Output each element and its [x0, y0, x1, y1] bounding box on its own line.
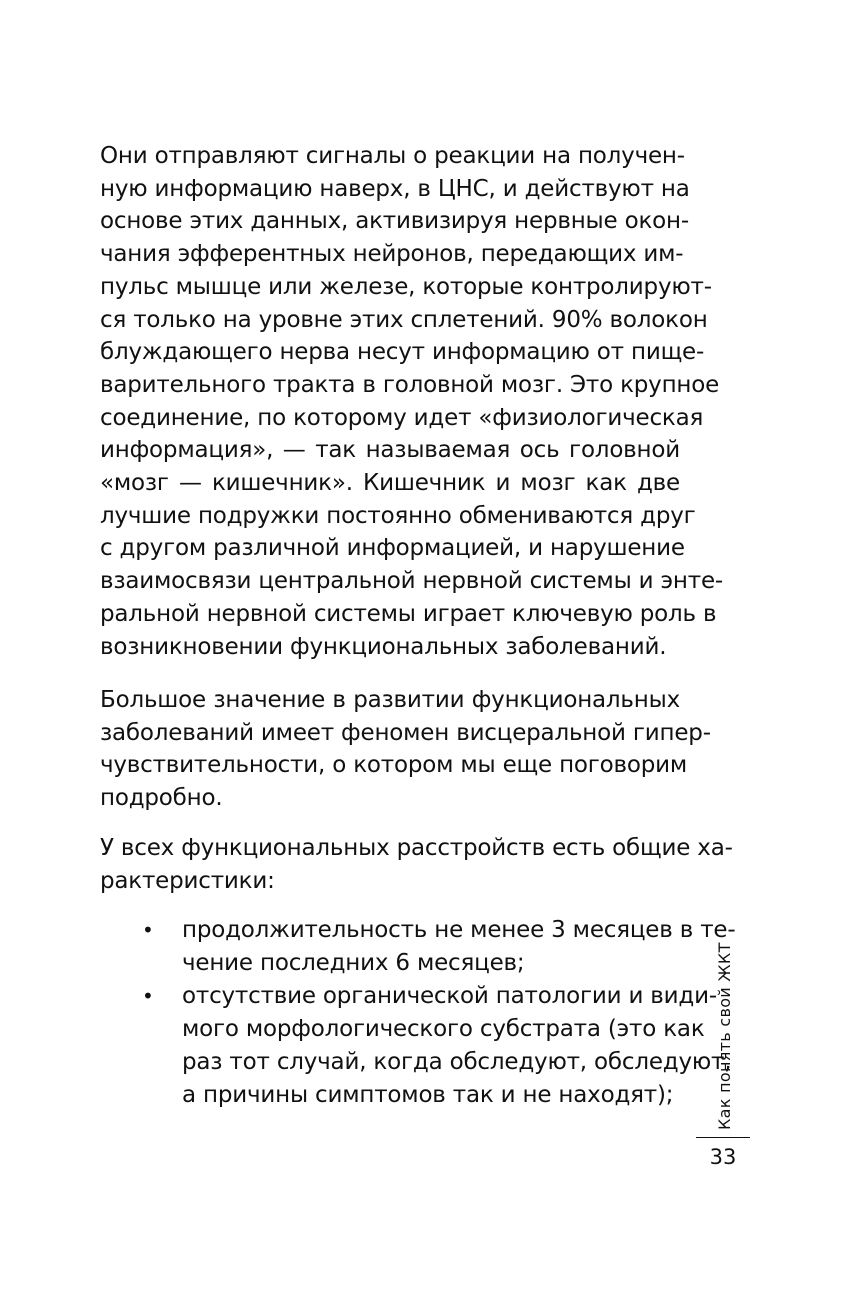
- text-line: ся только на уровне этих сплетений. 90% волокон: [100, 306, 708, 333]
- text-line: лучшие подружки постоянно обмениваются друг: [100, 502, 696, 529]
- text-line: Они отправляют сигналы о реакции на получен-: [100, 143, 685, 169]
- page-number: 33: [709, 1145, 737, 1169]
- text-line: пульс мышце или железе, которые контролируют-: [100, 273, 712, 300]
- text-line: ную информацию наверх, в ЦНС, и действуют на: [100, 175, 690, 202]
- list-item: [100, 914, 736, 979]
- text-line: У всех функциональных расстройств есть общие ха-: [100, 835, 733, 861]
- text-line: ральной нервной системы играет ключевую роль в: [100, 600, 717, 627]
- running-head-text: Как понять свой ЖКТ: [715, 942, 734, 1130]
- text-line: раз тот случай, когда обследуют, обследуют,: [182, 1048, 732, 1075]
- text-line: соединение, по которому идет «физиологическая: [100, 404, 704, 431]
- text-line: заболеваний имеет феномен висцеральной гипер-: [100, 719, 711, 746]
- text-line: мого морфологического субстрата (это как: [182, 1016, 705, 1043]
- text-line: основе этих данных, активизируя нервные окон-: [100, 208, 689, 235]
- text-line: возникновении функциональных заболеваний.: [100, 633, 667, 660]
- bullet-marker: •: [142, 984, 154, 1009]
- text-line: рактеристики:: [100, 867, 275, 894]
- paragraph-1: [100, 140, 724, 663]
- text-line: Большое значение в развитии функциональных: [100, 687, 680, 713]
- text-line: взаимосвязи центральной нервной системы и энте-: [100, 568, 724, 595]
- text-line: отсутствие органической патологии и види-: [182, 983, 717, 1010]
- paragraph-2: [100, 684, 711, 815]
- running-head: [705, 936, 745, 1136]
- footer-rule: [696, 1137, 750, 1138]
- text-line: чания эфферентных нейронов, передающих им-: [100, 241, 684, 268]
- text-line: подробно.: [100, 785, 223, 812]
- text-line: с другом различной информацией, и нарушение: [100, 535, 685, 562]
- bullet-marker: •: [142, 918, 154, 942]
- text-line: блуждающего нерва несут информацию от пище-: [100, 339, 705, 366]
- text-line: варительного тракта в головной мозг. Это крупное: [100, 371, 720, 398]
- text-line: продолжительность не менее 3 месяцев в те-: [182, 917, 736, 943]
- text-line: чение последних 6 месяцев;: [182, 949, 525, 976]
- text-line: а причины симптомов так и не находят);: [182, 1081, 674, 1108]
- paragraph-3: [100, 832, 733, 897]
- text-line: чувствительности, о котором мы еще поговорим: [100, 752, 688, 779]
- text-line: «мозг — кишечник». Кишечник и мозг как две: [100, 470, 680, 497]
- text-line: информация», — так называемая ось головной: [100, 437, 680, 464]
